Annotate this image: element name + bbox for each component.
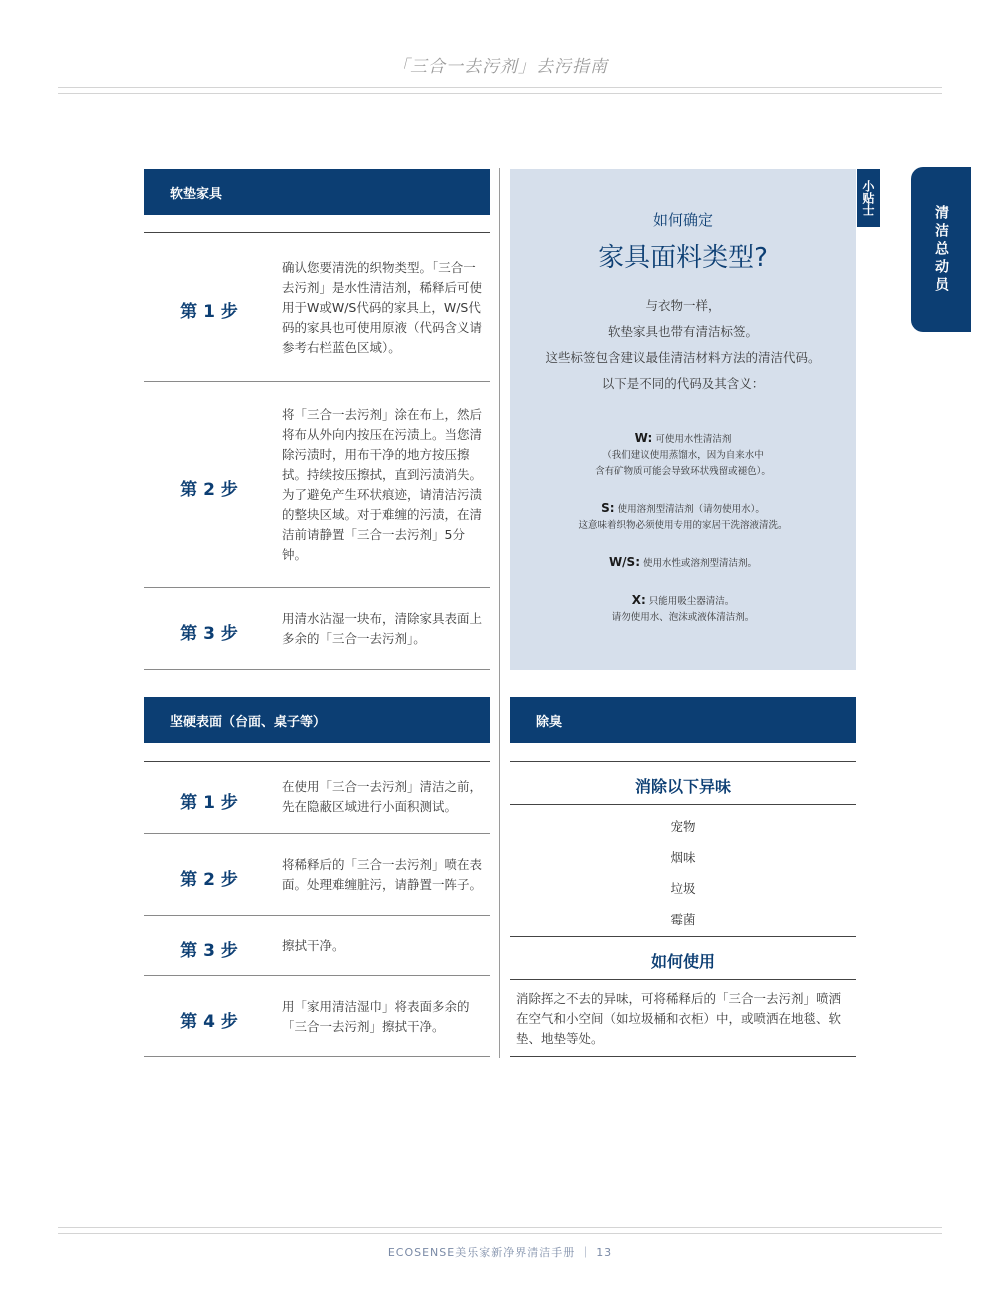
divider	[144, 915, 490, 916]
code-note: （我们建议使用蒸馏水，因为自来水中	[602, 450, 764, 461]
upholstery-step-3-label: 第 3 步	[180, 624, 238, 644]
divider	[510, 979, 856, 980]
upholstery-step-1-label: 第 1 步	[180, 302, 238, 322]
deodorize-header: 除臭	[510, 697, 856, 743]
hard-step-1-label: 第 1 步	[180, 793, 238, 813]
upholstery-step-3-text: 用清水沾湿一块布，清除家具表面上多余的「三合一去污剂」。	[282, 611, 483, 646]
usage-text: 消除挥之不去的异味，可将稀释后的「三合一去污剂」喷洒在空气和小空间（如垃圾桶和衣柜）中，或喷洒在地毯、软垫、地垫等处。	[516, 991, 842, 1046]
divider	[144, 833, 490, 834]
code-ws	[510, 554, 856, 572]
remove-odors-heading: 消除以下异味	[634, 777, 731, 796]
divider	[144, 587, 490, 588]
code-desc: 使用水性或溶剂型清洁剂。	[643, 558, 758, 569]
divider	[144, 669, 490, 670]
code-desc: 使用溶剂型清洁剂（请勿使用水）。	[617, 504, 765, 515]
code-label: W:	[634, 431, 653, 445]
intro-line: 与衣物一样，	[645, 298, 721, 313]
upholstery-step-2-label: 第 2 步	[180, 480, 238, 500]
divider	[510, 761, 856, 762]
code-note: 这意味着织物必须使用专用的家居干洗溶液清洗。	[578, 520, 788, 531]
code-desc: 可使用水性清洁剂	[655, 434, 732, 445]
panel-intro	[510, 293, 856, 397]
intro-line: 这些标签包含建议最佳清洁材料方法的清洁代码。	[545, 350, 821, 365]
code-desc: 只能用吸尘器清洁。	[648, 596, 735, 607]
how-to-use-heading: 如何使用	[650, 952, 715, 971]
section-side-tab[interactable]: 清洁总动员	[911, 167, 971, 332]
footer-rule-2	[58, 1233, 942, 1234]
divider	[144, 975, 490, 976]
divider	[510, 804, 856, 805]
hard-step-3-label: 第 3 步	[180, 941, 238, 961]
code-x	[510, 592, 856, 626]
footer-rule	[58, 1227, 942, 1228]
header-rule	[58, 87, 942, 88]
divider	[510, 936, 856, 937]
hard-step-3-text: 擦拭干净。	[282, 938, 345, 953]
page-footer: ECOSENSE美乐家新净界清洁手册 ｜ 13	[387, 1246, 613, 1259]
page-header-title: 「三合一去污剂」去污指南	[392, 57, 608, 77]
intro-line: 软垫家具也带有清洁标签。	[607, 324, 758, 339]
divider	[144, 1056, 490, 1057]
divider	[144, 232, 490, 233]
code-w	[510, 430, 856, 480]
header-rule-2	[58, 93, 942, 94]
code-label: W/S:	[608, 555, 640, 569]
odor-item: 霉菌	[670, 912, 696, 927]
hard-step-4-text: 用「家用清洁湿巾」将表面多余的「三合一去污剂」擦拭干净。	[282, 999, 470, 1034]
hard-surface-header: 坚硬表面（台面、桌子等）	[144, 697, 490, 743]
code-note: 含有矿物质可能会导致环状残留或褪色）。	[595, 466, 771, 477]
fabric-type-panel	[510, 169, 856, 670]
upholstery-header: 软垫家具	[144, 169, 490, 215]
divider	[144, 761, 490, 762]
tip-tab: 小贴士	[857, 169, 880, 227]
code-label: X:	[631, 593, 646, 607]
hard-step-2-text: 将稀释后的「三合一去污剂」喷在表面。处理难缠脏污，请静置一阵子。	[282, 857, 483, 892]
code-label: S:	[601, 501, 615, 515]
hard-step-2-label: 第 2 步	[180, 870, 238, 890]
upholstery-step-2-text: 将「三合一去污剂」涂在布上，然后将布从外向内按压在污渍上。当您清除污渍时，用布干净的地方按压擦拭。持续按压擦拭，直到污渍消失。为了避免产生环状痕迹，请清洁污渍的整块区域。对于难缠的污渍，在清洁前请静置「三合一去污剂」5分钟。	[282, 407, 483, 562]
panel-title: 家具面料类型?	[598, 243, 768, 273]
column-divider	[499, 168, 500, 1058]
odor-item: 烟味	[670, 850, 696, 865]
intro-line: 以下是不同的代码及其含义：	[601, 376, 765, 391]
divider	[510, 1056, 856, 1057]
hard-step-1-text: 在使用「三合一去污剂」清洁之前，先在隐蔽区域进行小面积测试。	[282, 779, 483, 814]
odor-item: 垃圾	[670, 881, 696, 896]
divider	[144, 381, 490, 382]
code-s	[510, 500, 856, 534]
hard-step-4-label: 第 4 步	[180, 1012, 238, 1032]
odor-item: 宠物	[670, 819, 696, 834]
panel-subtitle: 如何确定	[652, 211, 713, 229]
code-note: 请勿使用水、泡沫或液体清洁剂。	[611, 612, 755, 623]
upholstery-step-1-text: 确认您要清洗的织物类型。「三合一去污剂」是水性清洁剂，稀释后可使用于W或W/S代码的家具上，W/S代码的家具也可使用原液（代码含义请参考右栏蓝色区域）。	[282, 260, 483, 355]
